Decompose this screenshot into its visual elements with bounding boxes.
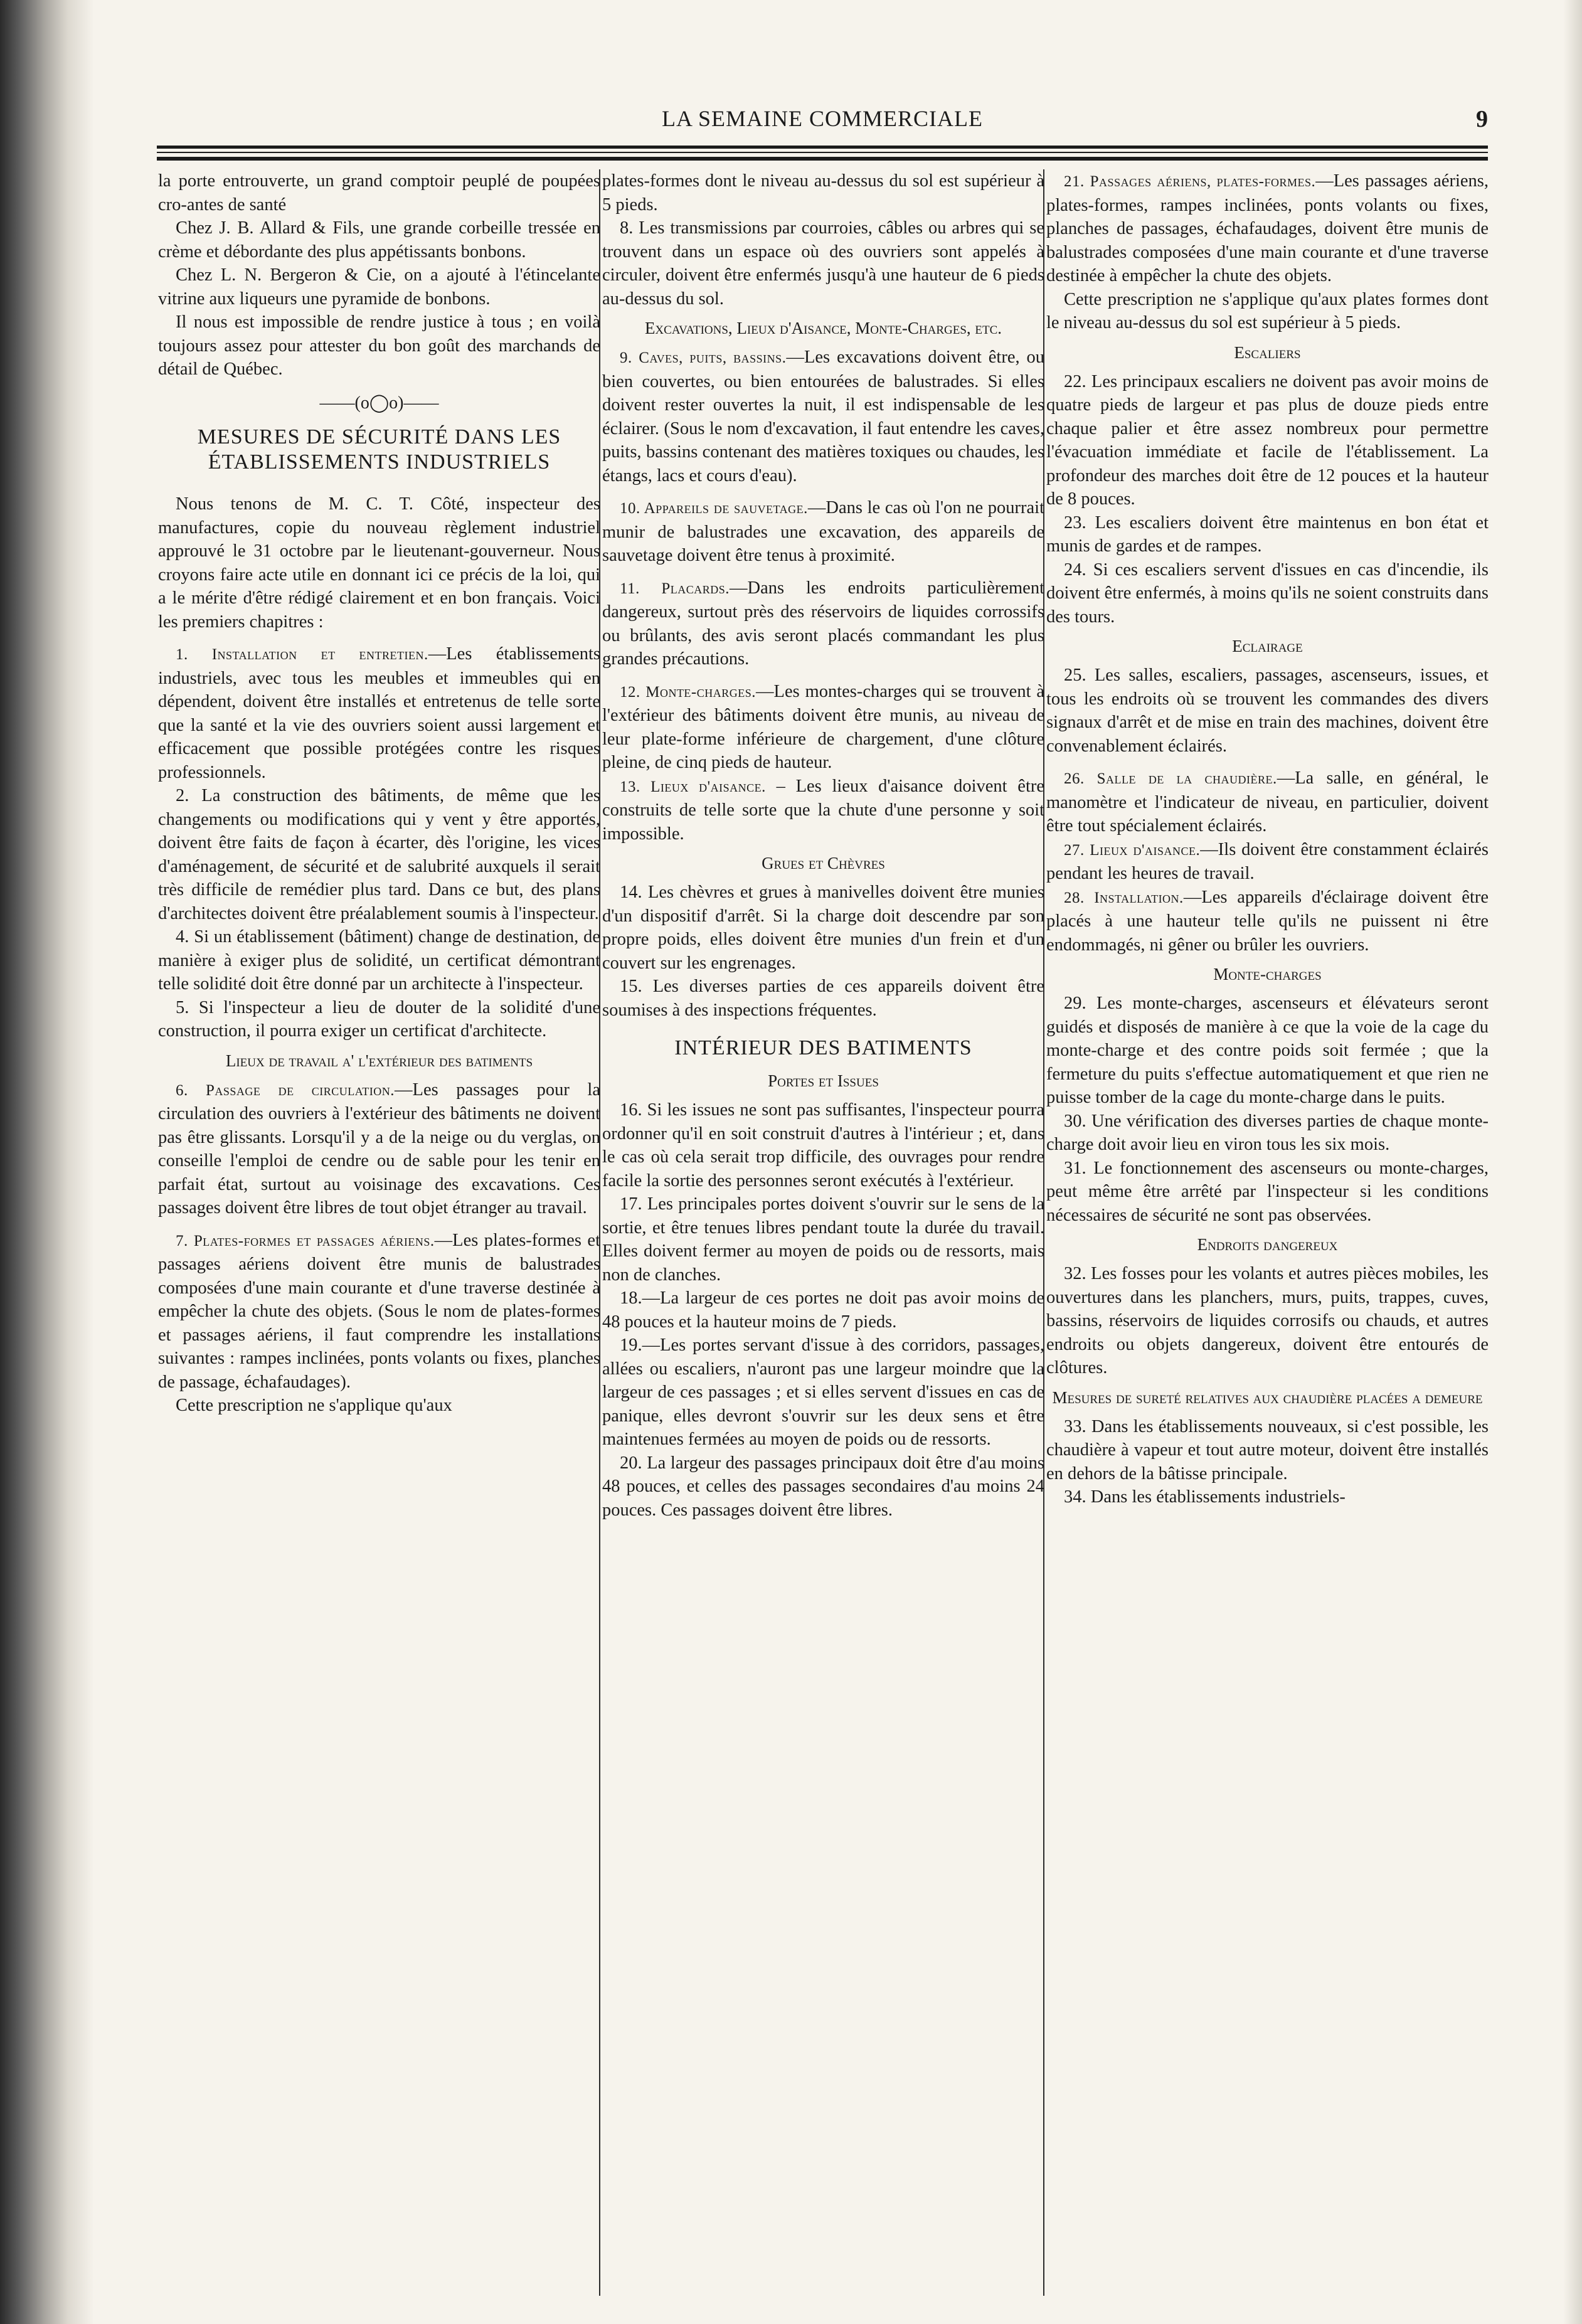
clause-lead: 26. Salle de la chaudière. bbox=[1064, 770, 1277, 787]
clause bbox=[158, 1078, 600, 1220]
paragraph: 4. Si un établissement (bâtiment) change de destination, de manière à exiger plus de solidité, un certificat démontrant telle solidité doit être donné par un architecte à l'inspecteur. bbox=[158, 927, 600, 994]
paragraph: 23. Les escaliers doivent être maintenus en bon état et munis de gardes et de rampes. bbox=[1046, 512, 1489, 556]
clause bbox=[1046, 169, 1489, 288]
clause bbox=[602, 680, 1044, 775]
paragraph: 34. Dans les établissements industriels- bbox=[1064, 1487, 1346, 1507]
paragraph: 14. Les chèvres et grues à manivelles doivent être munies d'un dispositif d'arrêt. Si la charge doit descendre par son propre poids, elles doivent être munies d'un frein et d'un couvert sur les engrenages. bbox=[602, 883, 1044, 973]
paragraph: 16. Si les issues ne sont pas suffisantes, l'inspecteur pourra ordonner qu'il en soit construit d'autres à l'intérieur ; et, dans le cas où cela serait trop difficile, des ouvrages pour rendre facile la sortie des personnes seront exécutés à l'extérieur. bbox=[602, 1100, 1044, 1191]
clause-text: —Ils doivent être constamment éclairés pendant les heures de travail. bbox=[1046, 839, 1489, 883]
subsection-heading: Monte-charges bbox=[1213, 965, 1322, 984]
clause-lead: 12. Monte-charges. bbox=[620, 683, 756, 701]
clause-text: —Dans le cas où l'on ne pourrait munir de balustrades une excavation, des appareils de sauvetage doivent être tenus à proximité. bbox=[602, 498, 1044, 565]
paragraph: Cette prescription ne s'applique qu'aux plates formes dont le niveau au-dessus du sol est supérieur à 5 pieds. bbox=[1046, 289, 1489, 332]
paragraph: 33. Dans les établissements nouveaux, si c'est possible, les chaudière à vapeur et tout autre moteur, doivent être installés en dehors de la bâtisse principale. bbox=[1046, 1416, 1489, 1483]
clause-text: —Les plates-formes et passages aériens doivent être munis de balustrades composées d'une main courante et d'une traverse destinée à empêcher la chute des objets. (Sous le nom de plates-formes et passages aériens, il faut comprendre les installations suivantes : rampes inclinées, ponts volants ou fixes, planches de passage, échafaudages). bbox=[158, 1230, 600, 1392]
paragraph: 15. Les diverses parties de ces appareils doivent être soumises à des inspections fréquentes. bbox=[602, 977, 1044, 1020]
paragraph: Chez L. N. Bergeron & Cie, on a ajouté à l'étincelante vitrine aux liqueurs une pyramide de bonbons. bbox=[158, 265, 600, 309]
paragraph: plates-formes dont le niveau au-dessus du sol est supérieur à 5 pieds. bbox=[602, 171, 1044, 215]
clause-text: – Les lieux d'aisance doivent être construits de telle sorte que la chute d'une personne y soit impossible. bbox=[602, 776, 1044, 844]
subsection-heading: Portes et Issues bbox=[768, 1071, 879, 1090]
paragraph: Nous tenons de M. C. T. Côté, inspecteur des manufactures, copie du nouveau règlement industriel approuvé le 31 octobre par le lieutenant-gouverneur. Nous croyons faire acte utile en donnant ici ce précis de la loi, qui a le mérite d'être rédigé clairement et en bon français. Voici les premiers chapitres : bbox=[158, 494, 600, 632]
clause-text: —Les établissements industriels, avec tous les meubles et immeubles qui en dépendent, doivent être installés et entretenus de telle sorte que la santé et la vie des ouvriers soient aussi largement et efficacement que possible protégées contre les risques professionnels. bbox=[158, 644, 600, 782]
clause bbox=[602, 576, 1044, 671]
paragraph: 20. La largeur des passages principaux doit être d'au moins 48 pouces, et celles des passages secondaires d'au moins 24 pouces. Ces passages doivent être libres. bbox=[602, 1453, 1044, 1520]
clause bbox=[1046, 838, 1489, 886]
clause bbox=[158, 1229, 600, 1394]
paragraph: 8. Les transmissions par courroies, câbles ou arbres qui se trouvent dans un espace où des ouvriers sont appelés à circuler, doivent être enfermés jusqu'à une hauteur de 6 pieds au-dessus du sol. bbox=[602, 218, 1044, 309]
paragraph: la porte entrouverte, un grand comptoir peuplé de poupées cro-antes de santé bbox=[158, 171, 600, 215]
paragraph: 31. Le fonctionnement des ascenseurs ou monte-charges, peut même être arrêté par l'inspecteur si les conditions nécessaires de sécurité ne sont pas observées. bbox=[1046, 1158, 1489, 1225]
column-2 bbox=[602, 169, 1044, 2302]
clause-text: —Les montes-charges qui se trouvent à l'extérieur des bâtiments doivent être munis, au niveau de leur plate-forme inférieure de chargement, d'une clôture pleine, de cinq pieds de hauteur. bbox=[602, 681, 1044, 772]
clause-lead: 7. Plates-formes et passages aériens. bbox=[176, 1232, 435, 1250]
paragraph: Cette prescription ne s'applique qu'aux bbox=[176, 1396, 452, 1415]
paragraph: 22. Les principaux escaliers ne doivent pas avoir moins de quatre pieds de largeur et pas plus de douze pieds entre chaque palier et être assez nombreux pour permettre l'évacuation immédiate et facile de l'établissement. La profondeur des marches doit être de 12 pouces et la hauteur de 8 pouces. bbox=[1046, 371, 1489, 509]
clause-lead: 28. Installation. bbox=[1064, 889, 1184, 906]
header-rule-thin bbox=[157, 152, 1488, 153]
article-title: MESURES DE SÉCURITÉ DANS LES ÉTABLISSEMENTS INDUSTRIELS bbox=[197, 425, 561, 474]
page-number: 9 bbox=[1476, 106, 1488, 132]
paragraph: 19.—Les portes servant d'issue à des corridors, passages, allées ou escaliers, n'auront pas une largeur moindre que la largeur de ces passages ; et si elles servent d'issues en cas de panique, elles devront s'ouvrir sur les deux sens et être maintenues fermées au moyen de poids ou de ressorts. bbox=[602, 1335, 1044, 1449]
clause-lead: 27. Lieux d'aisance. bbox=[1064, 841, 1201, 859]
paragraph: 24. Si ces escaliers servent d'issues en cas d'incendie, ils doivent être enfermés, à moins qu'ils ne soient construits dans des tours. bbox=[1046, 560, 1489, 627]
header-rule-bottom bbox=[157, 157, 1488, 161]
subsection-heading: Lieux de travail a' l'extérieur des batiments bbox=[225, 1051, 533, 1070]
column-3 bbox=[1046, 169, 1489, 2302]
section-heading: INTÉRIEUR DES BATIMENTS bbox=[674, 1036, 972, 1059]
paragraph: 25. Les salles, escaliers, passages, ascenseurs, issues, et tous les endroits où se trouvent les commandes des divers signaux d'arrêt et de mise en train des machines, doivent être convenablement éclairés. bbox=[1046, 666, 1489, 756]
page-header bbox=[157, 105, 1488, 143]
clause bbox=[602, 496, 1044, 568]
clause-text: —La salle, en général, le manomètre et l'indicateur de niveau, en particulier, doivent être tout spécialement éclairés. bbox=[1046, 768, 1489, 836]
clause-text: —Les passages aériens, plates-formes, rampes inclinées, ponts volants ou fixes, planches de passages, échafaudages, doivent être munis de balustrades composées d'une main courante et d'une traverse destinée à empêcher la chute des objets. bbox=[1046, 171, 1489, 285]
subsection-heading: Grues et Chèvres bbox=[762, 854, 885, 873]
clause-lead: 11. Placards. bbox=[620, 580, 730, 597]
clause-lead: 9. Caves, puits, bassins. bbox=[620, 349, 787, 366]
clause-text: —Dans les endroits particulièrement dangereux, surtout près des réservoirs de liquides corrossifs ou brûlants, des avis seront placés commandant les plus grandes précautions. bbox=[602, 578, 1044, 669]
running-title: LA SEMAINE COMMERCIALE bbox=[661, 106, 983, 131]
subsection-heading: Mesures de sureté relatives aux chaudière placées a demeure bbox=[1052, 1388, 1483, 1407]
paragraph: 32. Les fosses pour les volants et autres pièces mobiles, les ouvertures dans les planchers, murs, puits, trappes, cuves, bassins, réservoirs de liquides corrosifs ou chauds, et autres endroits ou objets dangereux, doivent être entourés de clôtures. bbox=[1046, 1264, 1489, 1377]
paragraph: 5. Si l'inspecteur a lieu de douter de la solidité d'une construction, il pourra exiger un certificat d'architecte. bbox=[158, 997, 600, 1041]
clause-text: —Les excavations doivent être, ou bien couvertes, ou bien entourées de balustrades. Si elles doivent rester ouvertes la nuit, il est indispensable de les éclairer. (Sous le nom d'excavation, il faut entendre les caves, puits, bassins contenant des matières toxiques ou chaudes, les étangs, lacs et cours d'eau). bbox=[602, 348, 1044, 485]
paragraph: Il nous est impossible de rendre justice à tous ; en voilà toujours assez pour attester du bon goût des marchands de détail de Québec. bbox=[158, 312, 600, 379]
paragraph: 18.—La largeur de ces portes ne doit pas avoir moins de 48 pouces et la hauteur moins de 7 pieds. bbox=[602, 1288, 1044, 1332]
paragraph: 29. Les monte-charges, ascenseurs et élévateurs seront guidés et disposés de manière à ce que la voie de la cage du monte-charge et des contre poids soit fermée ; que la fermeture du puits s'effectue automatiquement et que rien ne puisse tomber de la cage du monte-charge dans le puits. bbox=[1046, 994, 1489, 1107]
subsection-heading: Excavations, Lieux d'Aisance, Monte-Charges, etc. bbox=[644, 319, 1002, 337]
clause-text: —Les passages pour la circulation des ouvriers à l'extérieur des bâtiments ne doivent pas être glissants. Lorsqu'il y a de la neige ou du verglas, on conseille l'emploi de cendre ou de sable pour les tenir en parfait état, surtout au voisinage des excavations. Ces passages doivent être libres de tout objet étranger au travail. bbox=[158, 1080, 600, 1218]
scan-edge-shadow bbox=[0, 0, 94, 2324]
paragraph: Chez J. B. Allard & Fils, une grande corbeille tressée en crème et débordante des plus appétissants bonbons. bbox=[158, 218, 600, 262]
clause-lead: 10. Appareils de sauvetage. bbox=[620, 500, 808, 517]
clause bbox=[1046, 767, 1489, 838]
paragraph: 30. Une vérification des diverses parties de chaque monte-charge doit avoir lieu en viron tous les six mois. bbox=[1046, 1111, 1489, 1154]
clause-lead: 1. Installation et entretien. bbox=[176, 646, 428, 663]
subsection-heading: Escaliers bbox=[1234, 342, 1301, 362]
paragraph: 2. La construction des bâtiments, de même que les changements ou modifications qui y vent y être apportés, doivent être faits de façon à écarter, dès l'origine, les vices d'aménagement, de sécurité et de salubrité auxquels il serait très difficile de remédier plus tard. Dans ce but, des plans d'architectes doivent être préalablement soumis à l'inspecteur. bbox=[158, 786, 600, 923]
column-1 bbox=[158, 169, 600, 2302]
clause bbox=[602, 346, 1044, 487]
header-rule-thick bbox=[157, 146, 1488, 149]
clause bbox=[602, 775, 1044, 846]
clause bbox=[158, 642, 600, 784]
subsection-heading: Eclairage bbox=[1232, 637, 1303, 655]
clause-lead: 13. Lieux d'aisance. bbox=[620, 778, 766, 795]
ornamental-divider: ——(o◯o)—— bbox=[319, 393, 439, 413]
clause bbox=[1046, 886, 1489, 957]
clause-lead: 21. Passages aériens, plates-formes. bbox=[1064, 173, 1316, 190]
clause-lead: 6. Passage de circulation. bbox=[176, 1081, 395, 1099]
clause-text: —Les appareils d'éclairage doivent être placés à une hauteur telle qu'ils ne puissent ni être endommagés, ni gêner ou brûler les ouvriers. bbox=[1046, 887, 1489, 955]
subsection-heading: Endroits dangereux bbox=[1197, 1235, 1338, 1254]
paragraph: 17. Les principales portes doivent s'ouvrir sur le sens de la sortie, et être tenues libres pendant toute la durée du travail. Elles doivent fermer au moyen de poids ou de ressorts, mais non de clanches. bbox=[602, 1194, 1044, 1285]
scan-edge-right bbox=[1563, 0, 1582, 2324]
